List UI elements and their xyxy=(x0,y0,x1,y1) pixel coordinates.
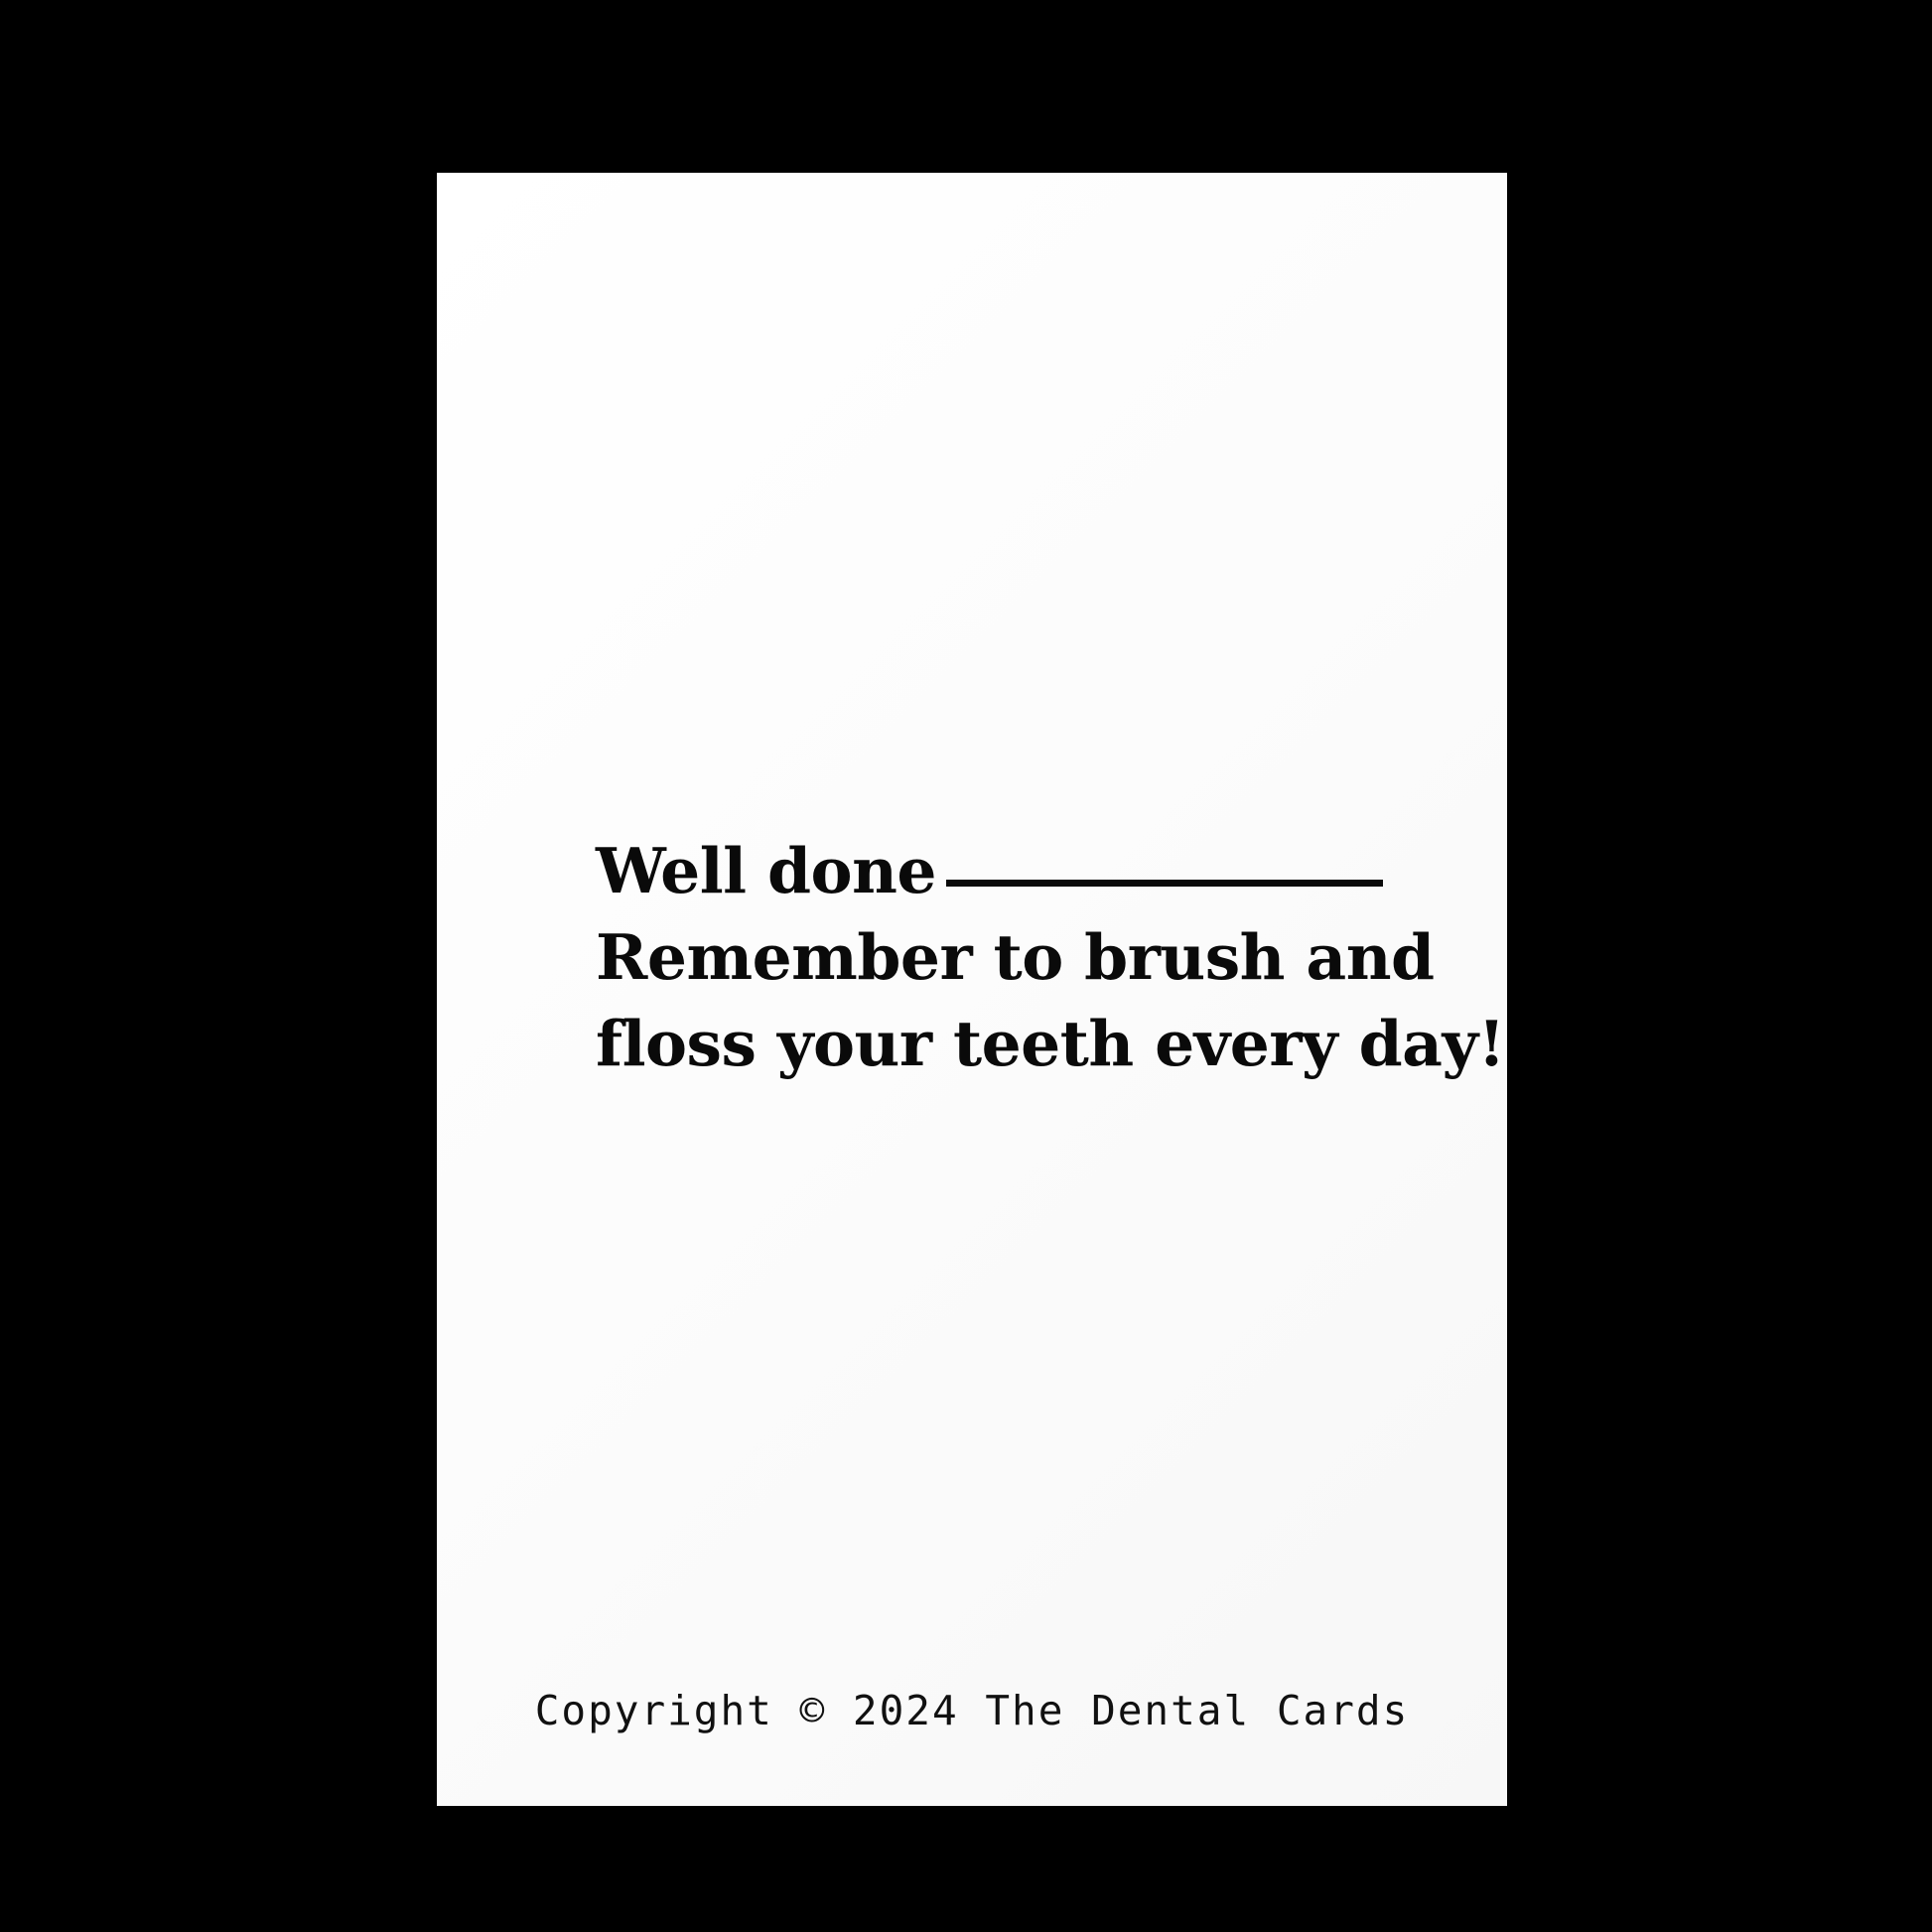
dental-reward-card xyxy=(437,173,1507,1806)
copyright-notice: Copyright © 2024 The Dental Cards xyxy=(534,1687,1410,1734)
card-message-line-1-text: Well done xyxy=(596,834,936,907)
card-message-line-2: Remember to brush and xyxy=(596,919,1435,994)
card-message-line-3: floss your teeth every day! xyxy=(596,1006,1505,1080)
card-message xyxy=(596,828,1505,1087)
name-blank-field[interactable] xyxy=(946,880,1383,887)
card-message-line-1 xyxy=(596,828,1390,914)
